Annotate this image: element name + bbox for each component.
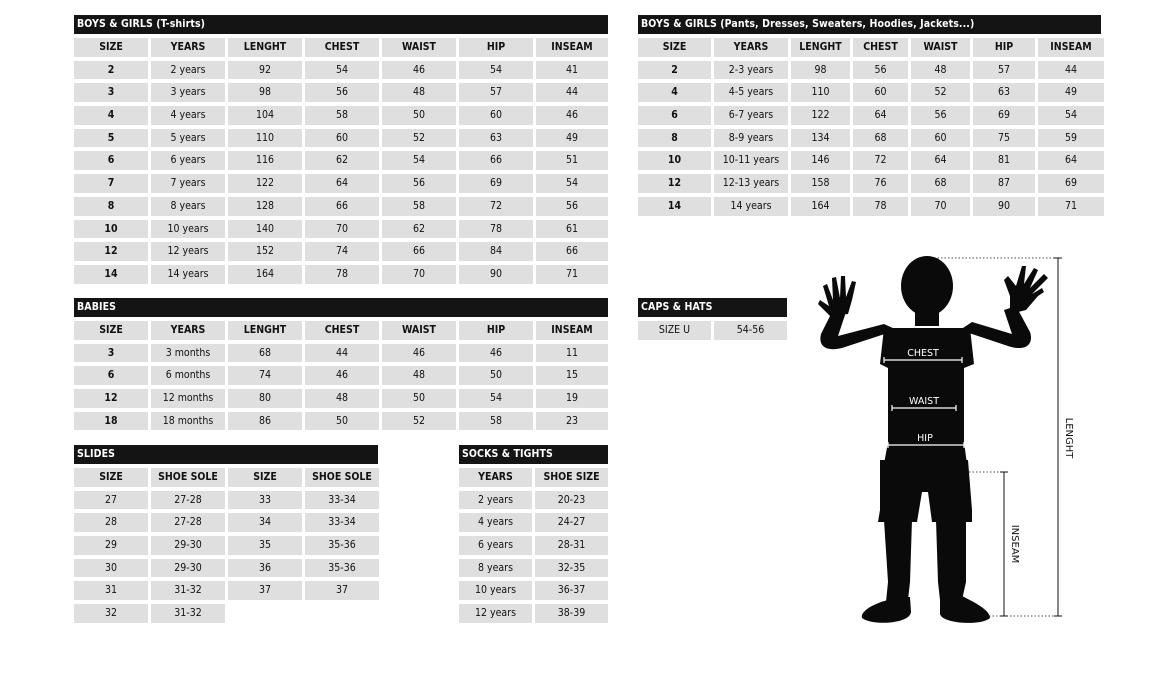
pants-cell: 60 [911, 129, 970, 148]
tshirts-cell: 54 [459, 61, 533, 80]
slides-cell [228, 604, 302, 623]
socks-cell: 28-31 [535, 536, 608, 555]
pants-cell: 71 [1038, 197, 1104, 216]
tshirts-cell: 8 years [151, 197, 225, 216]
tshirts-table [74, 15, 608, 284]
socks-cell: 10 years [459, 581, 532, 600]
tshirts-cell: 58 [382, 197, 456, 216]
tshirts-cell: 60 [459, 106, 533, 125]
child-silhouette-icon [818, 256, 1048, 623]
pants-cell: 44 [1038, 61, 1104, 80]
pants-cell: 134 [791, 129, 850, 148]
babies-cell: 23 [536, 412, 608, 431]
tshirts-cell: 54 [305, 61, 379, 80]
slides-cell: 31-32 [151, 581, 225, 600]
tshirts-cell: 4 [74, 106, 148, 125]
babies-cell: 50 [382, 389, 456, 408]
slides-cell: 37 [305, 581, 379, 600]
slides-cell: 27-28 [151, 513, 225, 532]
pants-title: BOYS & GIRLS (Pants, Dresses, Sweaters, Hoodies, Jackets...) [638, 15, 1101, 34]
socks-cell: 12 years [459, 604, 532, 623]
babies-cell: 80 [228, 389, 302, 408]
slides-cell: 29-30 [151, 536, 225, 555]
babies-cell: 19 [536, 389, 608, 408]
tshirts-cell: 7 [74, 174, 148, 193]
slides-cell: 37 [228, 581, 302, 600]
babies-cell: 68 [228, 344, 302, 363]
tshirts-cell: 98 [228, 83, 302, 102]
pants-cell: 4-5 years [714, 83, 788, 102]
tshirts-cell: 10 years [151, 220, 225, 239]
pants-cell: 146 [791, 151, 850, 170]
tshirts-cell: 4 years [151, 106, 225, 125]
tshirts-cell: 66 [382, 242, 456, 261]
socks-header-cell: SHOE SIZE [535, 468, 608, 487]
tshirts-cell: 62 [382, 220, 456, 239]
tshirts-cell: 54 [382, 151, 456, 170]
pants-cell: 6 [638, 106, 711, 125]
tshirts-cell: 56 [305, 83, 379, 102]
tshirts-cell: 64 [305, 174, 379, 193]
pants-cell: 56 [911, 106, 970, 125]
slides-header-cell: SHOE SOLE [305, 468, 379, 487]
tshirts-header-cell: HIP [459, 38, 533, 57]
slides-header-cell: SHOE SOLE [151, 468, 225, 487]
babies-cell: 54 [459, 389, 533, 408]
tshirts-cell: 164 [228, 265, 302, 284]
tshirts-cell: 5 years [151, 129, 225, 148]
pants-header-cell: WAIST [911, 38, 970, 57]
pants-cell: 14 years [714, 197, 788, 216]
tshirts-grid [74, 38, 608, 284]
babies-cell: 46 [305, 366, 379, 385]
babies-cell: 58 [459, 412, 533, 431]
pants-cell: 52 [911, 83, 970, 102]
caps-table [638, 298, 787, 340]
tshirts-cell: 78 [459, 220, 533, 239]
tshirts-cell: 84 [459, 242, 533, 261]
pants-cell: 54 [1038, 106, 1104, 125]
socks-title: SOCKS & TIGHTS [459, 445, 608, 464]
tshirts-cell: 48 [382, 83, 456, 102]
slides-table [74, 445, 378, 623]
tshirts-cell: 14 years [151, 265, 225, 284]
tshirts-cell: 6 years [151, 151, 225, 170]
tshirts-cell: 152 [228, 242, 302, 261]
slides-cell: 34 [228, 513, 302, 532]
pants-cell: 158 [791, 174, 850, 193]
pants-cell: 59 [1038, 129, 1104, 148]
tshirts-cell: 3 [74, 83, 148, 102]
length-label: LENGHT [1063, 417, 1074, 459]
tshirts-header-cell: WAIST [382, 38, 456, 57]
waist-label: WAIST [908, 396, 940, 407]
tshirts-cell: 49 [536, 129, 608, 148]
slides-cell: 31-32 [151, 604, 225, 623]
pants-header-cell: YEARS [714, 38, 788, 57]
tshirts-cell: 7 years [151, 174, 225, 193]
pants-header-cell: INSEAM [1038, 38, 1104, 57]
tshirts-cell: 3 years [151, 83, 225, 102]
slides-title: SLIDES [74, 445, 378, 464]
babies-cell: 3 [74, 344, 148, 363]
tshirts-cell: 51 [536, 151, 608, 170]
socks-table [459, 445, 608, 623]
tshirts-cell: 70 [382, 265, 456, 284]
tshirts-cell: 56 [382, 174, 456, 193]
slides-cell: 28 [74, 513, 148, 532]
pants-cell: 69 [973, 106, 1035, 125]
slides-cell: 29-30 [151, 559, 225, 578]
babies-header-cell: INSEAM [536, 321, 608, 340]
pants-cell: 64 [853, 106, 908, 125]
tshirts-cell: 41 [536, 61, 608, 80]
slides-cell: 35-36 [305, 559, 379, 578]
pants-cell: 4 [638, 83, 711, 102]
tshirts-cell: 62 [305, 151, 379, 170]
pants-cell: 6-7 years [714, 106, 788, 125]
socks-cell: 38-39 [535, 604, 608, 623]
babies-cell: 15 [536, 366, 608, 385]
babies-cell: 86 [228, 412, 302, 431]
slides-cell: 33 [228, 491, 302, 510]
slides-cell: 33-34 [305, 513, 379, 532]
babies-cell: 52 [382, 412, 456, 431]
tshirts-cell: 54 [536, 174, 608, 193]
pants-header-cell: LENGHT [791, 38, 850, 57]
slides-grid [74, 468, 378, 623]
socks-cell: 36-37 [535, 581, 608, 600]
babies-cell: 18 months [151, 412, 225, 431]
tshirts-cell: 12 years [151, 242, 225, 261]
tshirts-cell: 128 [228, 197, 302, 216]
slides-cell: 35-36 [305, 536, 379, 555]
pants-cell: 2-3 years [714, 61, 788, 80]
tshirts-cell: 69 [459, 174, 533, 193]
tshirts-cell: 104 [228, 106, 302, 125]
tshirts-cell: 14 [74, 265, 148, 284]
tshirts-cell: 74 [305, 242, 379, 261]
socks-header-cell: YEARS [459, 468, 532, 487]
tshirts-cell: 10 [74, 220, 148, 239]
tshirts-cell: 70 [305, 220, 379, 239]
pants-cell: 98 [791, 61, 850, 80]
tshirts-cell: 52 [382, 129, 456, 148]
tshirts-cell: 66 [305, 197, 379, 216]
pants-header-cell: HIP [973, 38, 1035, 57]
pants-cell: 10 [638, 151, 711, 170]
tshirts-header-cell: CHEST [305, 38, 379, 57]
tshirts-cell: 50 [382, 106, 456, 125]
tshirts-cell: 5 [74, 129, 148, 148]
babies-header-cell: SIZE [74, 321, 148, 340]
pants-header-cell: CHEST [853, 38, 908, 57]
chest-label: CHEST [907, 348, 939, 359]
babies-cell: 12 months [151, 389, 225, 408]
pants-cell: 10-11 years [714, 151, 788, 170]
tshirts-cell: 46 [382, 61, 456, 80]
pants-cell: 70 [911, 197, 970, 216]
tshirts-cell: 92 [228, 61, 302, 80]
pants-cell: 164 [791, 197, 850, 216]
socks-cell: 32-35 [535, 559, 608, 578]
caps-grid [638, 321, 787, 340]
babies-cell: 44 [305, 344, 379, 363]
socks-cell: 24-27 [535, 513, 608, 532]
tshirts-cell: 66 [459, 151, 533, 170]
babies-grid [74, 321, 608, 430]
pants-cell: 122 [791, 106, 850, 125]
babies-cell: 18 [74, 412, 148, 431]
pants-cell: 110 [791, 83, 850, 102]
babies-cell: 50 [459, 366, 533, 385]
slides-cell: 35 [228, 536, 302, 555]
slides-cell: 27-28 [151, 491, 225, 510]
babies-cell: 50 [305, 412, 379, 431]
babies-cell: 74 [228, 366, 302, 385]
pants-cell: 8 [638, 129, 711, 148]
pants-cell: 60 [853, 83, 908, 102]
slides-cell: 27 [74, 491, 148, 510]
pants-cell: 12-13 years [714, 174, 788, 193]
pants-cell: 64 [911, 151, 970, 170]
pants-cell: 68 [853, 129, 908, 148]
tshirts-cell: 61 [536, 220, 608, 239]
tshirts-title: BOYS & GIRLS (T-shirts) [74, 15, 608, 34]
babies-cell: 3 months [151, 344, 225, 363]
pants-cell: 2 [638, 61, 711, 80]
tshirts-cell: 2 years [151, 61, 225, 80]
tshirts-cell: 122 [228, 174, 302, 193]
slides-cell: 33-34 [305, 491, 379, 510]
tshirts-cell: 12 [74, 242, 148, 261]
tshirts-cell: 72 [459, 197, 533, 216]
pants-cell: 49 [1038, 83, 1104, 102]
tshirts-cell: 63 [459, 129, 533, 148]
slides-cell: 36 [228, 559, 302, 578]
tshirts-cell: 140 [228, 220, 302, 239]
pants-cell: 12 [638, 174, 711, 193]
slides-header-cell: SIZE [74, 468, 148, 487]
babies-header-cell: WAIST [382, 321, 456, 340]
tshirts-cell: 58 [305, 106, 379, 125]
tshirts-cell: 8 [74, 197, 148, 216]
tshirts-cell: 57 [459, 83, 533, 102]
slides-cell: 31 [74, 581, 148, 600]
babies-table [74, 298, 608, 430]
tshirts-header-cell: YEARS [151, 38, 225, 57]
pants-grid [638, 38, 1101, 216]
pants-cell: 72 [853, 151, 908, 170]
babies-cell: 6 [74, 366, 148, 385]
babies-header-cell: HIP [459, 321, 533, 340]
socks-cell: 6 years [459, 536, 532, 555]
pants-cell: 90 [973, 197, 1035, 216]
babies-header-cell: CHEST [305, 321, 379, 340]
babies-cell: 48 [305, 389, 379, 408]
caps-cell: SIZE U [638, 321, 711, 340]
tshirts-cell: 110 [228, 129, 302, 148]
pants-cell: 68 [911, 174, 970, 193]
tshirts-cell: 56 [536, 197, 608, 216]
pants-header-cell: SIZE [638, 38, 711, 57]
babies-header-cell: LENGHT [228, 321, 302, 340]
tshirts-cell: 90 [459, 265, 533, 284]
socks-cell: 20-23 [535, 491, 608, 510]
babies-cell: 11 [536, 344, 608, 363]
pants-cell: 63 [973, 83, 1035, 102]
inseam-label: INSEAM [1009, 524, 1020, 564]
socks-cell: 2 years [459, 491, 532, 510]
babies-cell: 48 [382, 366, 456, 385]
caps-cell: 54-56 [714, 321, 787, 340]
babies-cell: 6 months [151, 366, 225, 385]
slides-header-cell: SIZE [228, 468, 302, 487]
tshirts-cell: 66 [536, 242, 608, 261]
slides-cell: 32 [74, 604, 148, 623]
babies-cell: 46 [459, 344, 533, 363]
socks-cell: 8 years [459, 559, 532, 578]
pants-cell: 75 [973, 129, 1035, 148]
hip-label: HIP [917, 433, 933, 444]
pants-table [638, 15, 1101, 216]
tshirts-cell: 6 [74, 151, 148, 170]
tshirts-cell: 78 [305, 265, 379, 284]
socks-cell: 4 years [459, 513, 532, 532]
pants-cell: 48 [911, 61, 970, 80]
tshirts-header-cell: SIZE [74, 38, 148, 57]
slides-cell [305, 604, 379, 623]
tshirts-cell: 46 [536, 106, 608, 125]
socks-grid [459, 468, 608, 623]
tshirts-cell: 116 [228, 151, 302, 170]
pants-cell: 57 [973, 61, 1035, 80]
child-silhouette-diagram [812, 252, 1082, 632]
tshirts-cell: 2 [74, 61, 148, 80]
tshirts-cell: 44 [536, 83, 608, 102]
slides-cell: 30 [74, 559, 148, 578]
pants-cell: 78 [853, 197, 908, 216]
tshirts-header-cell: LENGHT [228, 38, 302, 57]
tshirts-header-cell: INSEAM [536, 38, 608, 57]
babies-cell: 12 [74, 389, 148, 408]
pants-cell: 76 [853, 174, 908, 193]
pants-cell: 8-9 years [714, 129, 788, 148]
babies-header-cell: YEARS [151, 321, 225, 340]
pants-cell: 81 [973, 151, 1035, 170]
pants-cell: 87 [973, 174, 1035, 193]
pants-cell: 14 [638, 197, 711, 216]
babies-title: BABIES [74, 298, 608, 317]
tshirts-cell: 71 [536, 265, 608, 284]
slides-cell: 29 [74, 536, 148, 555]
pants-cell: 69 [1038, 174, 1104, 193]
pants-cell: 56 [853, 61, 908, 80]
pants-cell: 64 [1038, 151, 1104, 170]
babies-cell: 46 [382, 344, 456, 363]
caps-title: CAPS & HATS [638, 298, 787, 317]
tshirts-cell: 60 [305, 129, 379, 148]
